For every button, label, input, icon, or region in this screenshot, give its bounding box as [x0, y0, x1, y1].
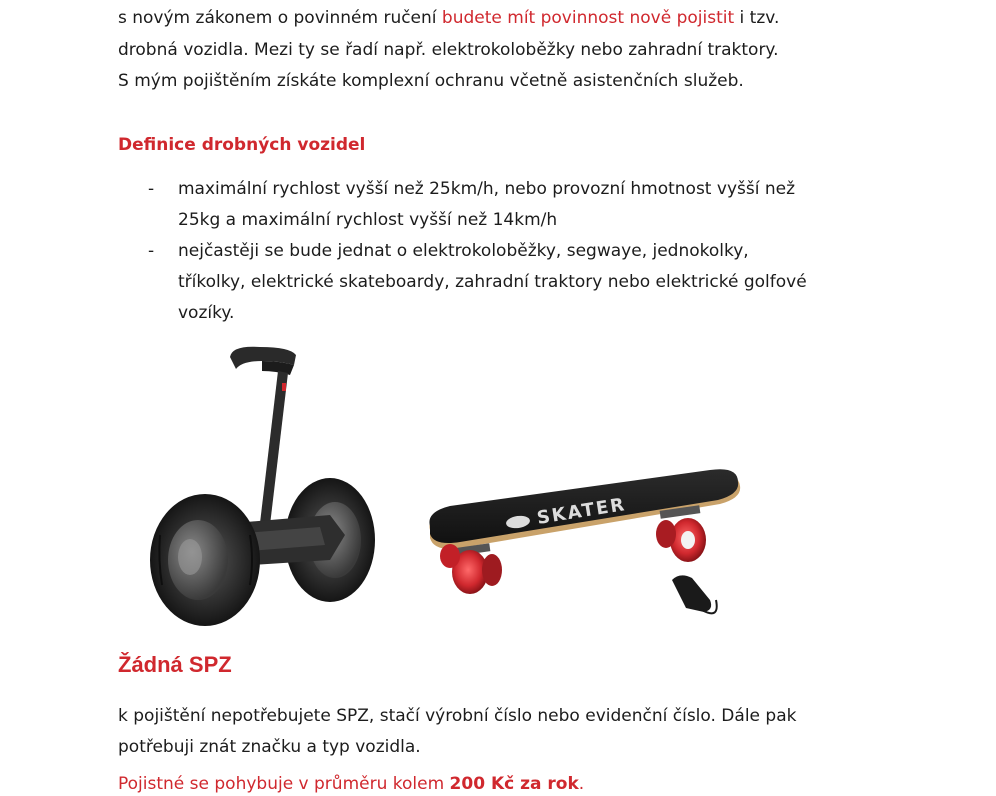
spz-heading: Žádná SPZ — [118, 652, 232, 677]
definition-list — [148, 174, 807, 329]
intro-line-2: drobná vozidla. Mezi ty se řadí např. elektrokoloběžky nebo zahradní traktory. — [118, 40, 779, 60]
definition-heading: Definice drobných vozidel — [118, 135, 366, 155]
intro-line-3: S mým pojištěním získáte komplexní ochranu včetně asistenčních služeb. — [118, 71, 744, 91]
list-dash: - — [148, 179, 155, 199]
price-suffix: . — [578, 774, 585, 794]
list-item-line: tříkolky, elektrické skateboardy, zahradní traktory nebo elektrické golfové — [178, 272, 807, 292]
intro-text: s novým zákonem o povinném ručení — [118, 8, 442, 28]
price-value: 200 Kč za rok — [449, 774, 579, 794]
intro-text-suffix: i tzv. — [734, 8, 780, 28]
price-note — [118, 774, 584, 794]
spz-line-1: k pojištění nepotřebujete SPZ, stačí výrobní číslo nebo evidenční číslo. Dále pak — [118, 706, 797, 726]
list-item — [148, 174, 807, 236]
segway-icon — [130, 335, 390, 635]
price-prefix: Pojistné se pohybuje v průměru kolem — [118, 774, 450, 794]
list-item-line: maximální rychlost vyšší než 25km/h, nebo provozní hmotnost vyšší než — [178, 179, 795, 199]
list-item-line: 25kg a maximální rychlost vyšší než 14km/h — [178, 210, 558, 230]
skateboard-icon — [420, 460, 750, 630]
list-dash: - — [148, 241, 155, 261]
list-item-line: vozíky. — [178, 303, 235, 323]
skateboard-brand-label: SKATER — [535, 494, 628, 529]
list-item-line: nejčastěji se bude jednat o elektrokoloběžky, segwaye, jednokolky, — [178, 241, 749, 261]
spz-line-2: potřebuji znát značku a typ vozidla. — [118, 737, 421, 757]
intro-highlight: budete mít povinnost nově pojistit — [441, 8, 735, 28]
intro-line-1 — [118, 2, 779, 34]
list-item — [148, 236, 807, 329]
